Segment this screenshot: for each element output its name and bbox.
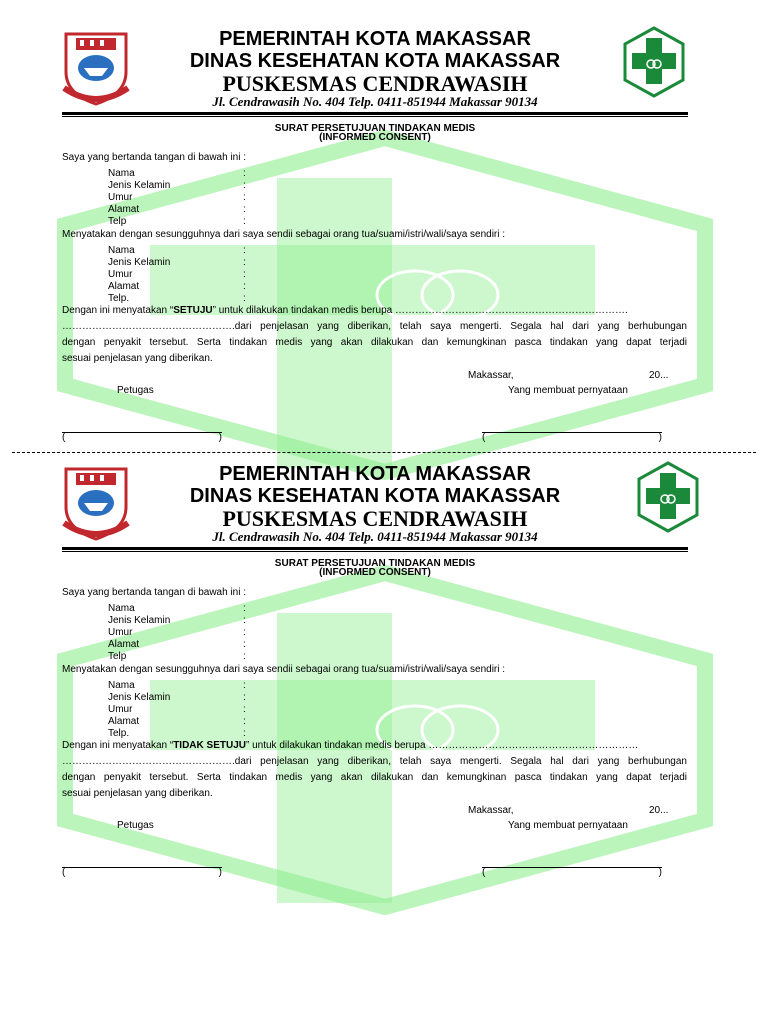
header-puskesmas: PUSKESMAS CENDRAWASIH bbox=[222, 506, 528, 531]
field-label-umur: Umur bbox=[108, 192, 133, 203]
officer-label: Petugas bbox=[117, 385, 154, 396]
header-puskesmas: PUSKESMAS CENDRAWASIH bbox=[222, 71, 528, 96]
field-label-telp: Telp bbox=[108, 651, 127, 662]
officer-signature-line: ( ) bbox=[62, 867, 222, 878]
header-department: DINAS KESEHATAN KOTA MAKASSAR bbox=[189, 485, 561, 507]
puskesmas-cross-logo-icon bbox=[622, 26, 686, 98]
field-label-telp: Telp bbox=[108, 216, 127, 227]
consent-form-agree bbox=[0, 20, 768, 460]
field-label-alamat: Alamat bbox=[108, 639, 140, 650]
field-colon: : bbox=[243, 615, 246, 626]
field-label-telp: Telp. bbox=[108, 293, 130, 304]
statement-text: Menyatakan dengan sesungguhnya dari saya sendii sebagai orang tua/suami/istri/wali/saya sendiri : bbox=[62, 664, 506, 675]
puskesmas-cross-logo-icon bbox=[636, 461, 700, 533]
statement-text: Menyatakan dengan sesungguhnya dari saya sendii sebagai orang tua/suami/istri/wali/saya sendiri : bbox=[62, 229, 506, 240]
field-colon: : bbox=[243, 293, 246, 304]
declaration-suffix: ” untuk dilakukan tindakan medis berupa ……………………………………………………………. bbox=[212, 305, 628, 316]
consent-form-refuse bbox=[0, 455, 768, 895]
field-label-alamat: Alamat bbox=[108, 716, 140, 727]
field-colon: : bbox=[243, 180, 246, 191]
field-label-nama: Nama bbox=[108, 245, 135, 256]
field-colon: : bbox=[243, 257, 246, 268]
header-rule-thin bbox=[62, 116, 688, 117]
officer-label: Petugas bbox=[117, 820, 154, 831]
field-label-jenis-kelamin: Jenis Kelamin bbox=[108, 615, 171, 626]
declaration-line bbox=[62, 305, 687, 316]
paragraph-line-4: sesuai penjelasan yang diberikan. bbox=[62, 788, 213, 799]
field-label-alamat: Alamat bbox=[108, 204, 140, 215]
field-label-nama: Nama bbox=[108, 603, 135, 614]
field-label-umur: Umur bbox=[108, 269, 133, 280]
field-colon: : bbox=[243, 728, 246, 739]
field-label-umur: Umur bbox=[108, 627, 133, 638]
declaration-prefix: Dengan ini menyatakan “ bbox=[62, 305, 174, 316]
form-subtitle: (INFORMED CONSENT) bbox=[319, 132, 431, 143]
makassar-city-emblem-icon bbox=[60, 28, 132, 108]
field-colon: : bbox=[243, 281, 246, 292]
declaration-prefix: Dengan ini menyatakan “ bbox=[62, 740, 174, 751]
field-colon: : bbox=[243, 204, 246, 215]
header-address: Jl. Cendrawasih No. 404 Telp. 0411-851944 Makassar 90134 bbox=[212, 94, 538, 109]
paragraph-line-2: …………………………………………….dari penjelasan yang diberikan, telah saya mengerti. Segala hal dari yang berhubungan bbox=[62, 756, 687, 767]
makassar-city-emblem-icon bbox=[60, 463, 132, 543]
intro-text: Saya yang bertanda tangan di bawah ini : bbox=[62, 587, 247, 598]
declarant-label: Yang membuat pernyataan bbox=[508, 385, 628, 396]
declarant-signature-line: ( ) bbox=[482, 867, 662, 878]
field-colon: : bbox=[243, 716, 246, 727]
field-label-nama: Nama bbox=[108, 168, 135, 179]
declaration-suffix: ” untuk dilakukan tindakan medis berupa ……………………………………………………… bbox=[245, 740, 639, 751]
form-title: SURAT PERSETUJUAN TINDAKAN MEDIS bbox=[274, 558, 476, 569]
form-subtitle: (INFORMED CONSENT) bbox=[319, 567, 431, 578]
header-government: PEMERINTAH KOTA MAKASSAR bbox=[219, 28, 531, 50]
field-colon: : bbox=[243, 269, 246, 280]
field-label-umur: Umur bbox=[108, 704, 133, 715]
field-colon: : bbox=[243, 603, 246, 614]
field-colon: : bbox=[243, 216, 246, 227]
year-label: 20... bbox=[649, 805, 669, 816]
header-rule-thick bbox=[62, 547, 688, 550]
paragraph-line-3: dengan penyakit tersebut. Serta tindakan medis yang akan dilakukan dan kemungkinan pasca tindakan yang dapat terjadi bbox=[62, 772, 687, 783]
field-colon: : bbox=[243, 245, 246, 256]
cut-line bbox=[12, 452, 756, 453]
field-colon: : bbox=[243, 692, 246, 703]
field-colon: : bbox=[243, 627, 246, 638]
field-colon: : bbox=[243, 651, 246, 662]
place-label: Makassar, bbox=[468, 370, 514, 381]
header-government: PEMERINTAH KOTA MAKASSAR bbox=[219, 463, 531, 485]
field-colon: : bbox=[243, 704, 246, 715]
field-colon: : bbox=[243, 168, 246, 179]
declaration-decision: SETUJU bbox=[173, 305, 213, 316]
header-department: DINAS KESEHATAN KOTA MAKASSAR bbox=[189, 50, 561, 72]
declarant-signature-line: ( ) bbox=[482, 432, 662, 443]
year-label: 20... bbox=[649, 370, 669, 381]
form-title: SURAT PERSETUJUAN TINDAKAN MEDIS bbox=[274, 123, 476, 134]
field-label-jenis-kelamin: Jenis Kelamin bbox=[108, 180, 171, 191]
field-label-jenis-kelamin: Jenis Kelamin bbox=[108, 257, 171, 268]
header-address: Jl. Cendrawasih No. 404 Telp. 0411-851944 Makassar 90134 bbox=[212, 529, 538, 544]
header-rule-thin bbox=[62, 551, 688, 552]
field-label-nama: Nama bbox=[108, 680, 135, 691]
field-label-alamat: Alamat bbox=[108, 281, 140, 292]
field-colon: : bbox=[243, 639, 246, 650]
place-label: Makassar, bbox=[468, 805, 514, 816]
intro-text: Saya yang bertanda tangan di bawah ini : bbox=[62, 152, 247, 163]
paragraph-line-3: dengan penyakit tersebut. Serta tindakan medis yang akan dilakukan dan kemungkinan pasca tindakan yang dapat terjadi bbox=[62, 337, 687, 348]
field-colon: : bbox=[243, 680, 246, 691]
paragraph-line-2: …………………………………………….dari penjelasan yang diberikan, telah saya mengerti. Segala hal dari yang berhubungan bbox=[62, 321, 687, 332]
declaration-decision: TIDAK SETUJU bbox=[173, 740, 246, 751]
header-rule-thick bbox=[62, 112, 688, 115]
declaration-line bbox=[62, 740, 687, 751]
declarant-label: Yang membuat pernyataan bbox=[508, 820, 628, 831]
officer-signature-line: ( ) bbox=[62, 432, 222, 443]
paragraph-line-4: sesuai penjelasan yang diberikan. bbox=[62, 353, 213, 364]
field-colon: : bbox=[243, 192, 246, 203]
field-label-telp: Telp. bbox=[108, 728, 130, 739]
field-label-jenis-kelamin: Jenis Kelamin bbox=[108, 692, 171, 703]
